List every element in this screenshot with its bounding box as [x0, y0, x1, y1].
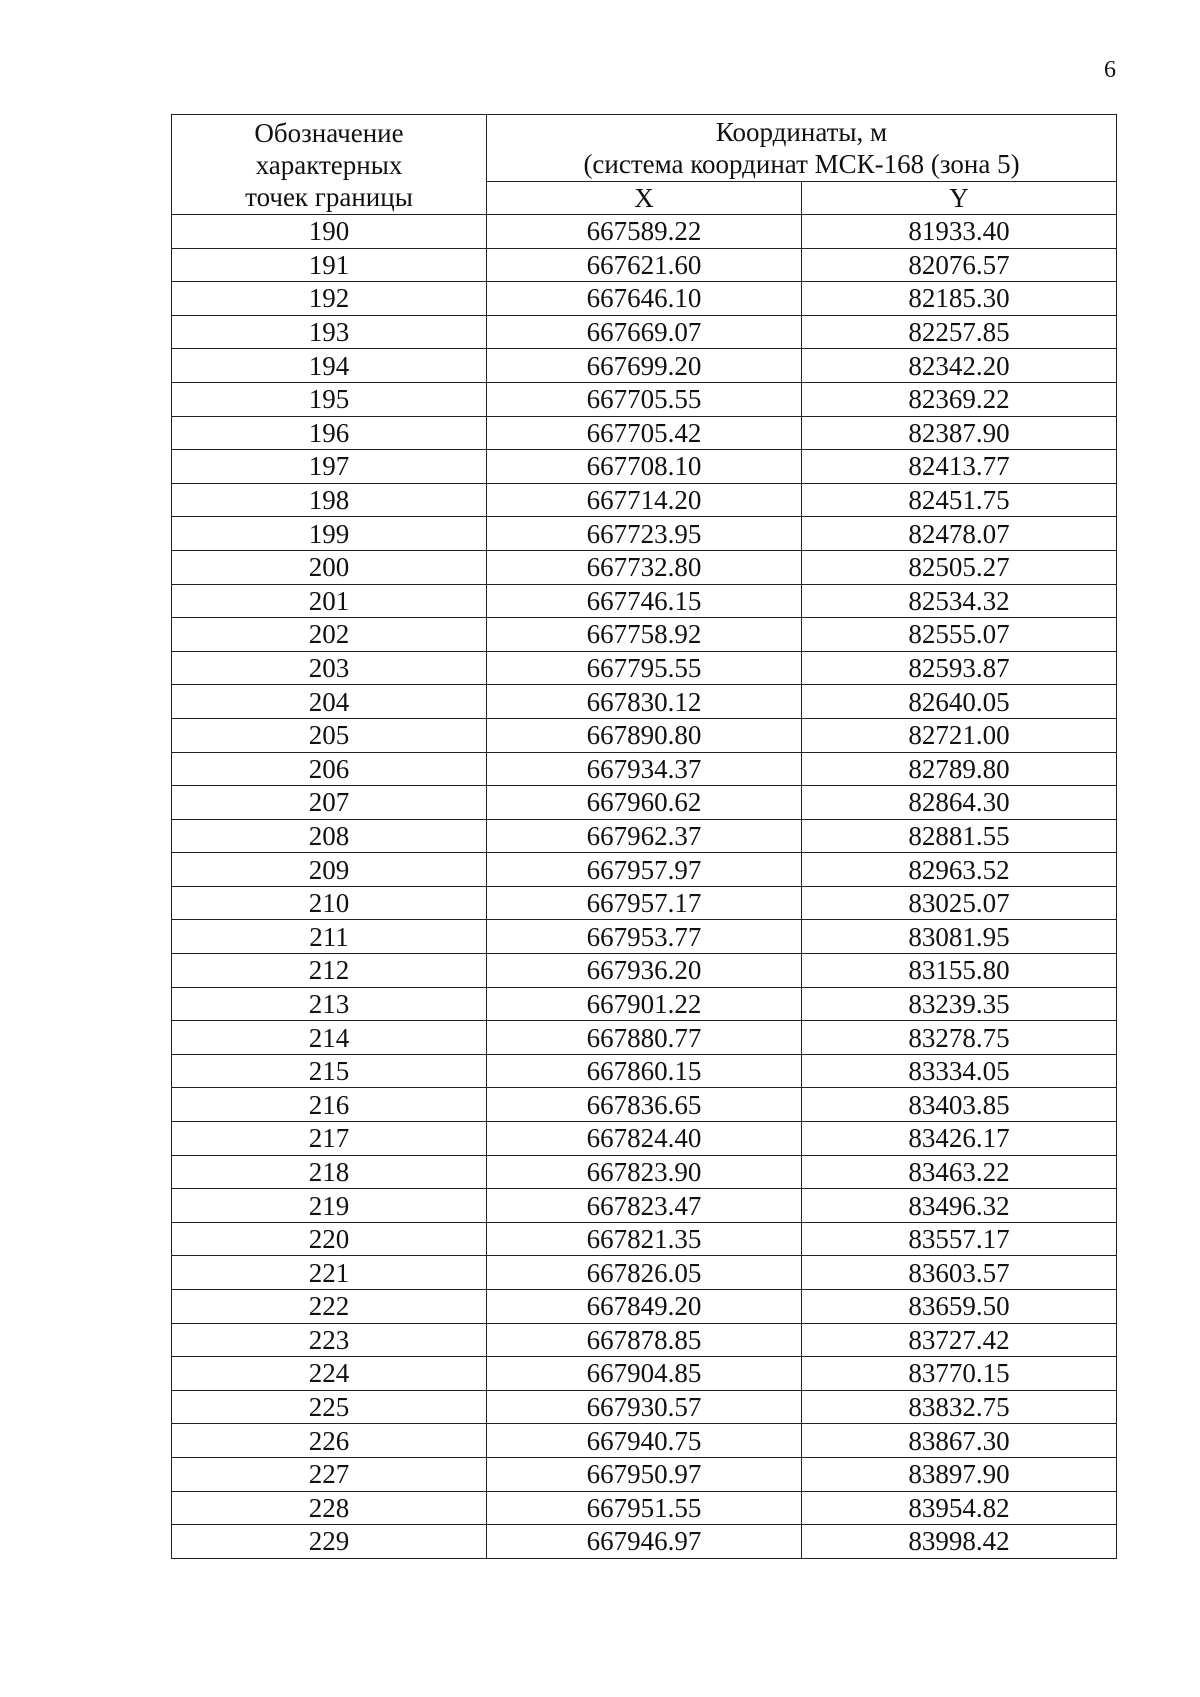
y-coordinate-cell: 83770.15	[802, 1357, 1117, 1391]
point-cell: 196	[172, 416, 487, 450]
table-row	[172, 987, 1117, 1021]
point-cell: 219	[172, 1189, 487, 1223]
y-coordinate-cell: 83557.17	[802, 1222, 1117, 1256]
table-row	[172, 1088, 1117, 1122]
y-coordinate-cell: 82555.07	[802, 618, 1117, 652]
x-coordinate-cell: 667962.37	[487, 819, 802, 853]
point-cell: 218	[172, 1155, 487, 1189]
y-coordinate-cell: 82534.32	[802, 584, 1117, 618]
x-coordinate-cell: 667957.97	[487, 853, 802, 887]
y-coordinate-cell: 83659.50	[802, 1290, 1117, 1324]
x-column-header: X	[487, 182, 802, 215]
x-coordinate-cell: 667669.07	[487, 315, 802, 349]
point-header-line-2: характерных	[255, 149, 403, 180]
y-coordinate-cell: 83727.42	[802, 1323, 1117, 1357]
point-cell: 215	[172, 1054, 487, 1088]
point-cell: 220	[172, 1222, 487, 1256]
table-row	[172, 315, 1117, 349]
x-coordinate-cell: 667890.80	[487, 718, 802, 752]
point-cell: 202	[172, 618, 487, 652]
coordinates-header	[487, 115, 1117, 182]
point-cell: 199	[172, 517, 487, 551]
x-coordinate-cell: 667830.12	[487, 685, 802, 719]
y-coordinate-cell: 82413.77	[802, 450, 1117, 484]
point-cell: 213	[172, 987, 487, 1021]
point-cell: 210	[172, 886, 487, 920]
x-coordinate-cell: 667936.20	[487, 954, 802, 988]
point-cell: 216	[172, 1088, 487, 1122]
point-header-line-1: Обозначение	[254, 117, 404, 148]
y-coordinate-cell: 83081.95	[802, 920, 1117, 954]
point-cell: 211	[172, 920, 487, 954]
x-coordinate-cell: 667951.55	[487, 1491, 802, 1525]
x-coordinate-cell: 667824.40	[487, 1122, 802, 1156]
table-row	[172, 483, 1117, 517]
point-cell: 207	[172, 786, 487, 820]
x-coordinate-cell: 667821.35	[487, 1222, 802, 1256]
y-coordinate-cell: 81933.40	[802, 215, 1117, 249]
x-coordinate-cell: 667953.77	[487, 920, 802, 954]
point-designation-header	[172, 115, 487, 215]
x-coordinate-cell: 667699.20	[487, 349, 802, 383]
x-coordinate-cell: 667714.20	[487, 483, 802, 517]
y-coordinate-cell: 83155.80	[802, 954, 1117, 988]
x-coordinate-cell: 667795.55	[487, 651, 802, 685]
point-cell: 223	[172, 1323, 487, 1357]
x-coordinate-cell: 667836.65	[487, 1088, 802, 1122]
x-coordinate-cell: 667746.15	[487, 584, 802, 618]
point-header-line-3: точек границы	[245, 181, 413, 212]
table-row	[172, 450, 1117, 484]
x-coordinate-cell: 667957.17	[487, 886, 802, 920]
table-row	[172, 1390, 1117, 1424]
y-coordinate-cell: 82963.52	[802, 853, 1117, 887]
y-coordinate-cell: 83463.22	[802, 1155, 1117, 1189]
x-coordinate-cell: 667589.22	[487, 215, 802, 249]
table-row	[172, 1357, 1117, 1391]
page-number: 6	[1104, 57, 1116, 83]
table-row	[172, 1491, 1117, 1525]
table-row	[172, 1256, 1117, 1290]
table-row	[172, 517, 1117, 551]
table-row	[172, 718, 1117, 752]
point-cell: 198	[172, 483, 487, 517]
table-body	[172, 215, 1117, 1559]
y-coordinate-cell: 83603.57	[802, 1256, 1117, 1290]
table-row	[172, 215, 1117, 249]
y-coordinate-cell: 83278.75	[802, 1021, 1117, 1055]
x-coordinate-cell: 667723.95	[487, 517, 802, 551]
y-coordinate-cell: 82451.75	[802, 483, 1117, 517]
point-cell: 209	[172, 853, 487, 887]
y-coordinate-cell: 82721.00	[802, 718, 1117, 752]
point-cell: 222	[172, 1290, 487, 1324]
x-coordinate-cell: 667826.05	[487, 1256, 802, 1290]
point-cell: 191	[172, 248, 487, 282]
table-row	[172, 1323, 1117, 1357]
table-row	[172, 1290, 1117, 1324]
x-coordinate-cell: 667621.60	[487, 248, 802, 282]
table-row	[172, 819, 1117, 853]
point-cell: 229	[172, 1525, 487, 1559]
x-coordinate-cell: 667930.57	[487, 1390, 802, 1424]
table-row	[172, 1222, 1117, 1256]
table-row	[172, 853, 1117, 887]
x-coordinate-cell: 667705.55	[487, 382, 802, 416]
point-cell: 217	[172, 1122, 487, 1156]
y-coordinate-cell: 83426.17	[802, 1122, 1117, 1156]
x-coordinate-cell: 667901.22	[487, 987, 802, 1021]
table-row	[172, 920, 1117, 954]
point-cell: 206	[172, 752, 487, 786]
x-coordinate-cell: 667960.62	[487, 786, 802, 820]
y-column-header: Y	[802, 182, 1117, 215]
table-row	[172, 886, 1117, 920]
table-row	[172, 651, 1117, 685]
y-coordinate-cell: 82864.30	[802, 786, 1117, 820]
table-row	[172, 752, 1117, 786]
y-coordinate-cell: 82076.57	[802, 248, 1117, 282]
y-coordinate-cell: 83998.42	[802, 1525, 1117, 1559]
table-row	[172, 248, 1117, 282]
table-row	[172, 1155, 1117, 1189]
point-cell: 208	[172, 819, 487, 853]
table-row	[172, 584, 1117, 618]
y-coordinate-cell: 83954.82	[802, 1491, 1117, 1525]
table-row	[172, 685, 1117, 719]
header-row-top	[172, 115, 1117, 182]
point-cell: 203	[172, 651, 487, 685]
y-coordinate-cell: 82505.27	[802, 550, 1117, 584]
table-row	[172, 1122, 1117, 1156]
x-coordinate-cell: 667705.42	[487, 416, 802, 450]
point-cell: 204	[172, 685, 487, 719]
table-row	[172, 1525, 1117, 1559]
point-cell: 225	[172, 1390, 487, 1424]
point-cell: 221	[172, 1256, 487, 1290]
y-coordinate-cell: 82640.05	[802, 685, 1117, 719]
table-row	[172, 382, 1117, 416]
point-cell: 193	[172, 315, 487, 349]
table-row	[172, 349, 1117, 383]
coordinates-header-line-1: Координаты, м	[715, 117, 888, 147]
y-coordinate-cell: 82387.90	[802, 416, 1117, 450]
table-row	[172, 282, 1117, 316]
point-cell: 194	[172, 349, 487, 383]
table-row	[172, 416, 1117, 450]
point-cell: 192	[172, 282, 487, 316]
point-cell: 201	[172, 584, 487, 618]
point-cell: 200	[172, 550, 487, 584]
point-cell: 195	[172, 382, 487, 416]
y-coordinate-cell: 82478.07	[802, 517, 1117, 551]
y-coordinate-cell: 82185.30	[802, 282, 1117, 316]
x-coordinate-cell: 667950.97	[487, 1457, 802, 1491]
coordinates-header-line-2: (система координат МСК-168 (зона 5)	[583, 149, 1020, 179]
coordinates-table	[171, 114, 1117, 1559]
x-coordinate-cell: 667823.47	[487, 1189, 802, 1223]
table-row	[172, 1021, 1117, 1055]
x-coordinate-cell: 667758.92	[487, 618, 802, 652]
y-coordinate-cell: 82881.55	[802, 819, 1117, 853]
x-coordinate-cell: 667946.97	[487, 1525, 802, 1559]
y-coordinate-cell: 82342.20	[802, 349, 1117, 383]
point-cell: 228	[172, 1491, 487, 1525]
y-coordinate-cell: 83334.05	[802, 1054, 1117, 1088]
x-coordinate-cell: 667880.77	[487, 1021, 802, 1055]
y-coordinate-cell: 83832.75	[802, 1390, 1117, 1424]
x-coordinate-cell: 667878.85	[487, 1323, 802, 1357]
y-coordinate-cell: 82789.80	[802, 752, 1117, 786]
table-row	[172, 618, 1117, 652]
point-cell: 205	[172, 718, 487, 752]
point-cell: 190	[172, 215, 487, 249]
y-coordinate-cell: 83025.07	[802, 886, 1117, 920]
y-coordinate-cell: 83867.30	[802, 1424, 1117, 1458]
y-coordinate-cell: 83897.90	[802, 1457, 1117, 1491]
y-coordinate-cell: 83239.35	[802, 987, 1117, 1021]
table-row	[172, 1457, 1117, 1491]
table-row	[172, 954, 1117, 988]
y-coordinate-cell: 82369.22	[802, 382, 1117, 416]
point-cell: 197	[172, 450, 487, 484]
x-coordinate-cell: 667732.80	[487, 550, 802, 584]
point-cell: 224	[172, 1357, 487, 1391]
table-row	[172, 786, 1117, 820]
point-cell: 226	[172, 1424, 487, 1458]
x-coordinate-cell: 667904.85	[487, 1357, 802, 1391]
table-header	[172, 115, 1117, 215]
table-row	[172, 1054, 1117, 1088]
x-coordinate-cell: 667823.90	[487, 1155, 802, 1189]
table-row	[172, 1189, 1117, 1223]
x-coordinate-cell: 667708.10	[487, 450, 802, 484]
table-row	[172, 550, 1117, 584]
y-coordinate-cell: 83496.32	[802, 1189, 1117, 1223]
x-coordinate-cell: 667646.10	[487, 282, 802, 316]
x-coordinate-cell: 667934.37	[487, 752, 802, 786]
point-cell: 227	[172, 1457, 487, 1491]
x-coordinate-cell: 667860.15	[487, 1054, 802, 1088]
table-row	[172, 1424, 1117, 1458]
y-coordinate-cell: 82593.87	[802, 651, 1117, 685]
y-coordinate-cell: 82257.85	[802, 315, 1117, 349]
x-coordinate-cell: 667849.20	[487, 1290, 802, 1324]
point-cell: 214	[172, 1021, 487, 1055]
point-cell: 212	[172, 954, 487, 988]
x-coordinate-cell: 667940.75	[487, 1424, 802, 1458]
y-coordinate-cell: 83403.85	[802, 1088, 1117, 1122]
